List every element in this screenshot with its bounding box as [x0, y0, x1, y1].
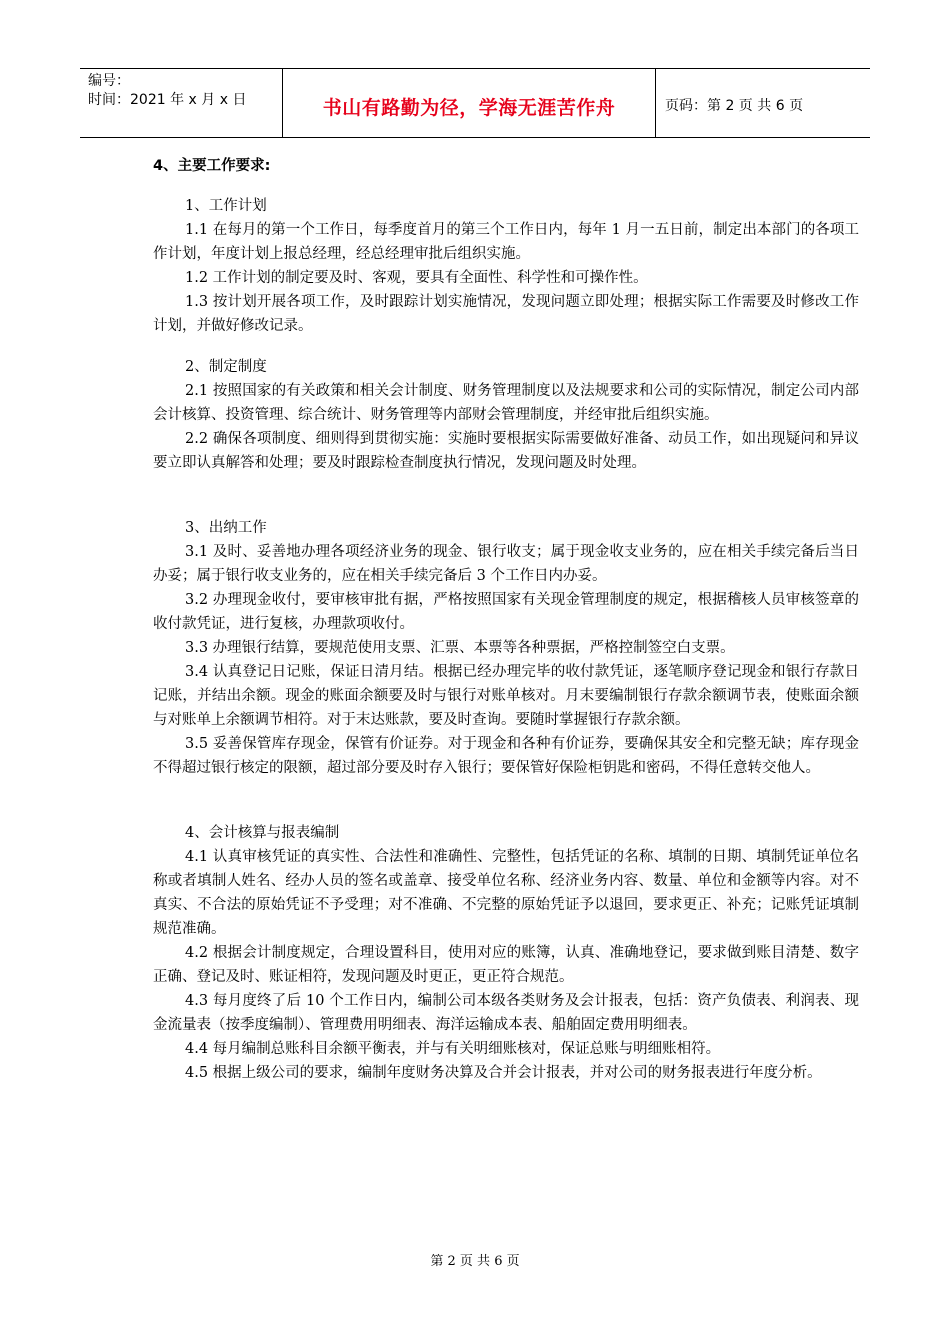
header-meta [80, 69, 283, 137]
subsection-heading: 4、会计核算与报表编制 [185, 825, 340, 841]
paragraph: 4.2 根据会计制度规定，合理设置科目，使用对应的账簿，认真、准确地登记，要求做到账目清楚、数字正确、登记及时、账证相符，发现问题及时更正，更正符合规范。 [153, 945, 859, 985]
paragraph: 2.1 按照国家的有关政策和相关会计制度、财务管理制度以及法规要求和公司的实际情况，制定公司内部会计核算、投资管理、综合统计、财务管理等内部财会管理制度，并经审批后组织实施。 [153, 383, 859, 423]
paragraph: 3.2 办理现金收付，要审核审批有据，严格按照国家有关现金管理制度的规定，根据稽核人员审核签章的收付款凭证，进行复核，办理款项收付。 [153, 592, 859, 632]
document-number-label: 编号： [88, 73, 130, 89]
document-body [153, 154, 859, 1085]
subsection-heading: 2、制定制度 [185, 359, 267, 375]
section-title: 4、主要工作要求: [153, 158, 271, 174]
paragraph: 3.3 办理银行结算，要规范使用支票、汇票、本票等各种票据，严格控制签空白支票。 [185, 640, 735, 656]
paragraph: 3.1 及时、妥善地办理各项经济业务的现金、银行收支；属于现金收支业务的，应在相关手续完备后当日办妥；属于银行收支业务的，应在相关手续完备后 3 个工作日内办妥。 [153, 544, 859, 584]
paragraph: 3.4 认真登记日记账，保证日清月结。根据已经办理完毕的收付款凭证，逐笔顺序登记现金和银行存款日记账，并结出余额。现金的账面余额要及时与银行对账单核对。月末要编制银行存款余额调节表，使账面余额与对账单上余额调节相符。对于末达账款，要及时查询。要随时掌握银行存款余额。 [153, 664, 859, 728]
paragraph: 1.1 在每月的第一个工作日，每季度首月的第三个工作日内，每年 1 月一五日前，制定出本部门的各项工作计划，年度计划上报总经理，经总经理审批后组织实施。 [153, 222, 859, 262]
paragraph: 3.5 妥善保管库存现金，保管有价证券。对于现金和各种有价证券，要确保其安全和完整无缺；库存现金不得超过银行核定的限额，超过部分要及时存入银行；要保管好保险柜钥匙和密码，不得任意转交他人。 [153, 736, 859, 776]
paragraph: 4.3 每月度终了后 10 个工作日内，编制公司本级各类财务及会计报表，包括：资产负债表、利润表、现金流量表（按季度编制）、管理费用明细表、海洋运输成本表、船舶固定费用明细表。 [153, 993, 859, 1033]
header-motto: 书山有路勤为径，学海无涯苦作舟 [283, 69, 656, 137]
page-header [80, 68, 870, 138]
paragraph: 1.2 工作计划的制定要及时、客观，要具有全面性、科学性和可操作性。 [185, 270, 648, 286]
page-footer: 第 2 页 共 6 页 [430, 1254, 520, 1269]
header-page-number: 页码：第 2 页 共 6 页 [665, 98, 804, 114]
document-date-label: 时间：2021 年 x 月 x 日 [88, 92, 247, 108]
subsection-heading: 3、出纳工作 [185, 520, 267, 536]
subsection-heading: 1、工作计划 [185, 198, 267, 214]
paragraph: 1.3 按计划开展各项工作，及时跟踪计划实施情况，发现问题立即处理；根据实际工作需要及时修改工作计划，并做好修改记录。 [153, 294, 859, 334]
paragraph: 4.5 根据上级公司的要求，编制年度财务决算及合并会计报表，并对公司的财务报表进行年度分析。 [185, 1065, 822, 1081]
paragraph: 4.4 每月编制总账科目余额平衡表，并与有关明细账核对，保证总账与明细账相符。 [185, 1041, 721, 1057]
paragraph: 2.2 确保各项制度、细则得到贯彻实施：实施时要根据实际需要做好准备、动员工作，如出现疑问和异议要立即认真解答和处理；要及时跟踪检查制度执行情况，发现问题及时处理。 [153, 431, 859, 471]
paragraph: 4.1 认真审核凭证的真实性、合法性和准确性、完整性，包括凭证的名称、填制的日期、填制凭证单位名称或者填制人姓名、经办人员的签名或盖章、接受单位名称、经济业务内容、数量、单位和金额等内容。对不真实、不合法的原始凭证不予受理；对不准确、不完整的原始凭证予以退回，要求更正、补充；记账凭证填制规范准确。 [153, 849, 859, 937]
